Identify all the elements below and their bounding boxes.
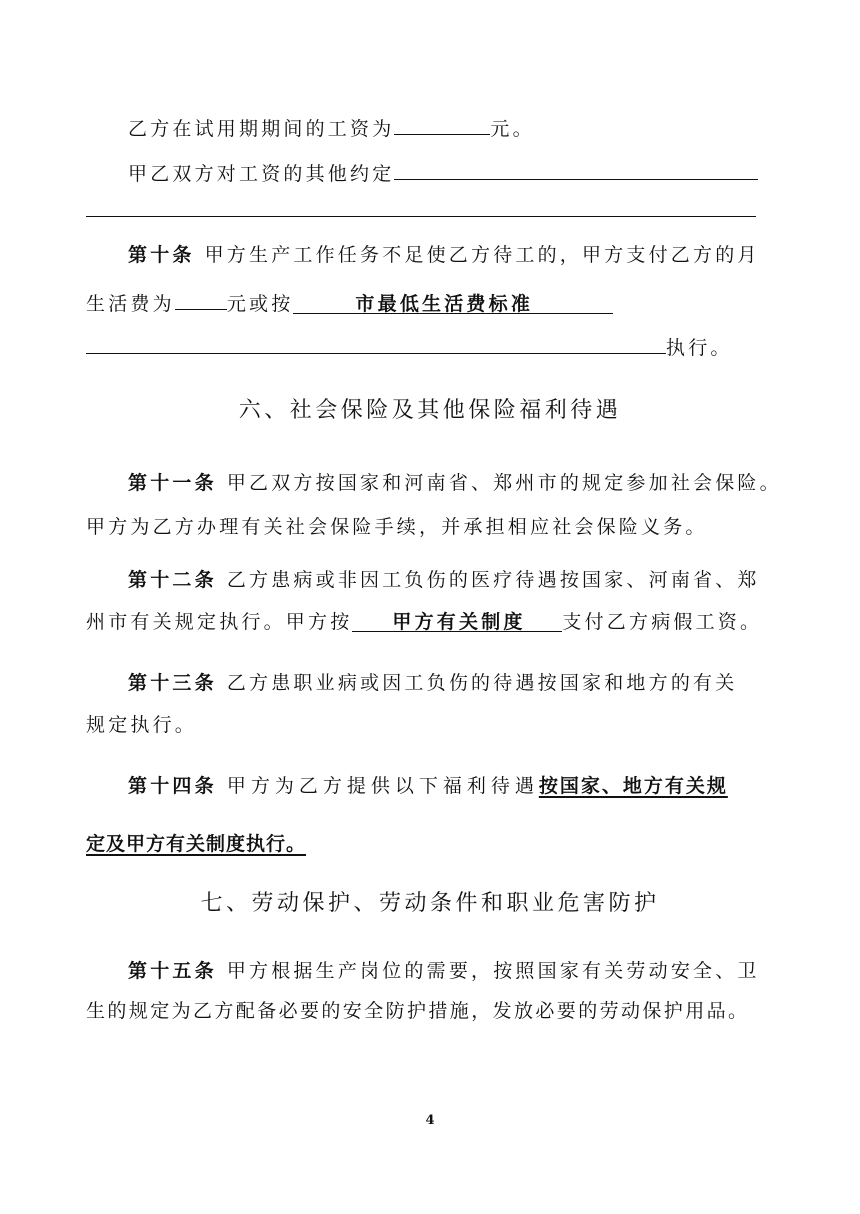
section-heading-6: 六、社会保险及其他保险福利待遇 — [238, 398, 622, 423]
sick-leave-wage-basis-field[interactable]: 甲方有关制度 — [352, 609, 562, 632]
article-11-line-1: 第十一条 甲乙双方按国家和河南省、郑州市的规定参加社会保险。 — [128, 472, 782, 494]
article-12-line-1: 第十二条 乙方患病或非因工负伤的医疗待遇按国家、河南省、郑 — [128, 569, 760, 591]
article-11-line-2: 甲方为乙方办理有关社会保险手续，并承担相应社会保险义务。 — [86, 516, 708, 538]
page-number: 4 — [425, 1113, 435, 1128]
article-15-line-2: 生的规定为乙方配备必要的安全防护措施，发放必要的劳动保护用品。 — [86, 1000, 750, 1022]
article-13-line-2: 规定执行。 — [86, 714, 198, 736]
article-14-line-2 — [86, 831, 320, 857]
other-wage-agreement-blank[interactable] — [394, 157, 758, 180]
welfare-benefits-field[interactable]: 按国家、地方有关规 — [538, 775, 728, 797]
welfare-benefits-field-continued[interactable]: 定及甲方有关制度执行。 — [86, 833, 307, 855]
probation-wage-blank[interactable] — [394, 112, 490, 135]
living-allowance-standard-field[interactable]: 市最低生活费标准 — [293, 291, 613, 314]
article-13-line-1: 第十三条 乙方患职业病或因工负伤的待遇按国家和地方的有关 — [128, 672, 738, 694]
article-10-line-1: 第十条 甲方生产工作任务不足使乙方待工的，甲方支付乙方的月 — [128, 244, 760, 266]
article-10-line-2: 生活费为 元或按 市最低生活费标准 — [86, 287, 613, 317]
living-allowance-continuation-blank[interactable] — [86, 331, 666, 354]
other-wage-agreement-line: 甲乙双方对工资的其他约定 — [128, 157, 758, 187]
article-10-line-3: 执行。 — [86, 331, 733, 361]
article-14-line-1: 第十四条 甲方为乙方提供以下福利待遇按国家、地方有关规 — [128, 775, 728, 797]
living-allowance-blank[interactable] — [175, 287, 227, 310]
section-heading-7: 七、劳动保护、劳动条件和职业危害防护 — [200, 891, 660, 916]
probation-wage-line: 乙方在试用期期间的工资为 元。 — [128, 112, 535, 142]
article-15-line-1: 第十五条 甲方根据生产岗位的需要，按照国家有关劳动安全、卫 — [128, 960, 760, 982]
other-wage-agreement-continuation-line[interactable] — [86, 216, 756, 217]
article-12-line-2: 州市有关规定执行。甲方按 甲方有关制度 支付乙方病假工资。 — [86, 611, 763, 633]
